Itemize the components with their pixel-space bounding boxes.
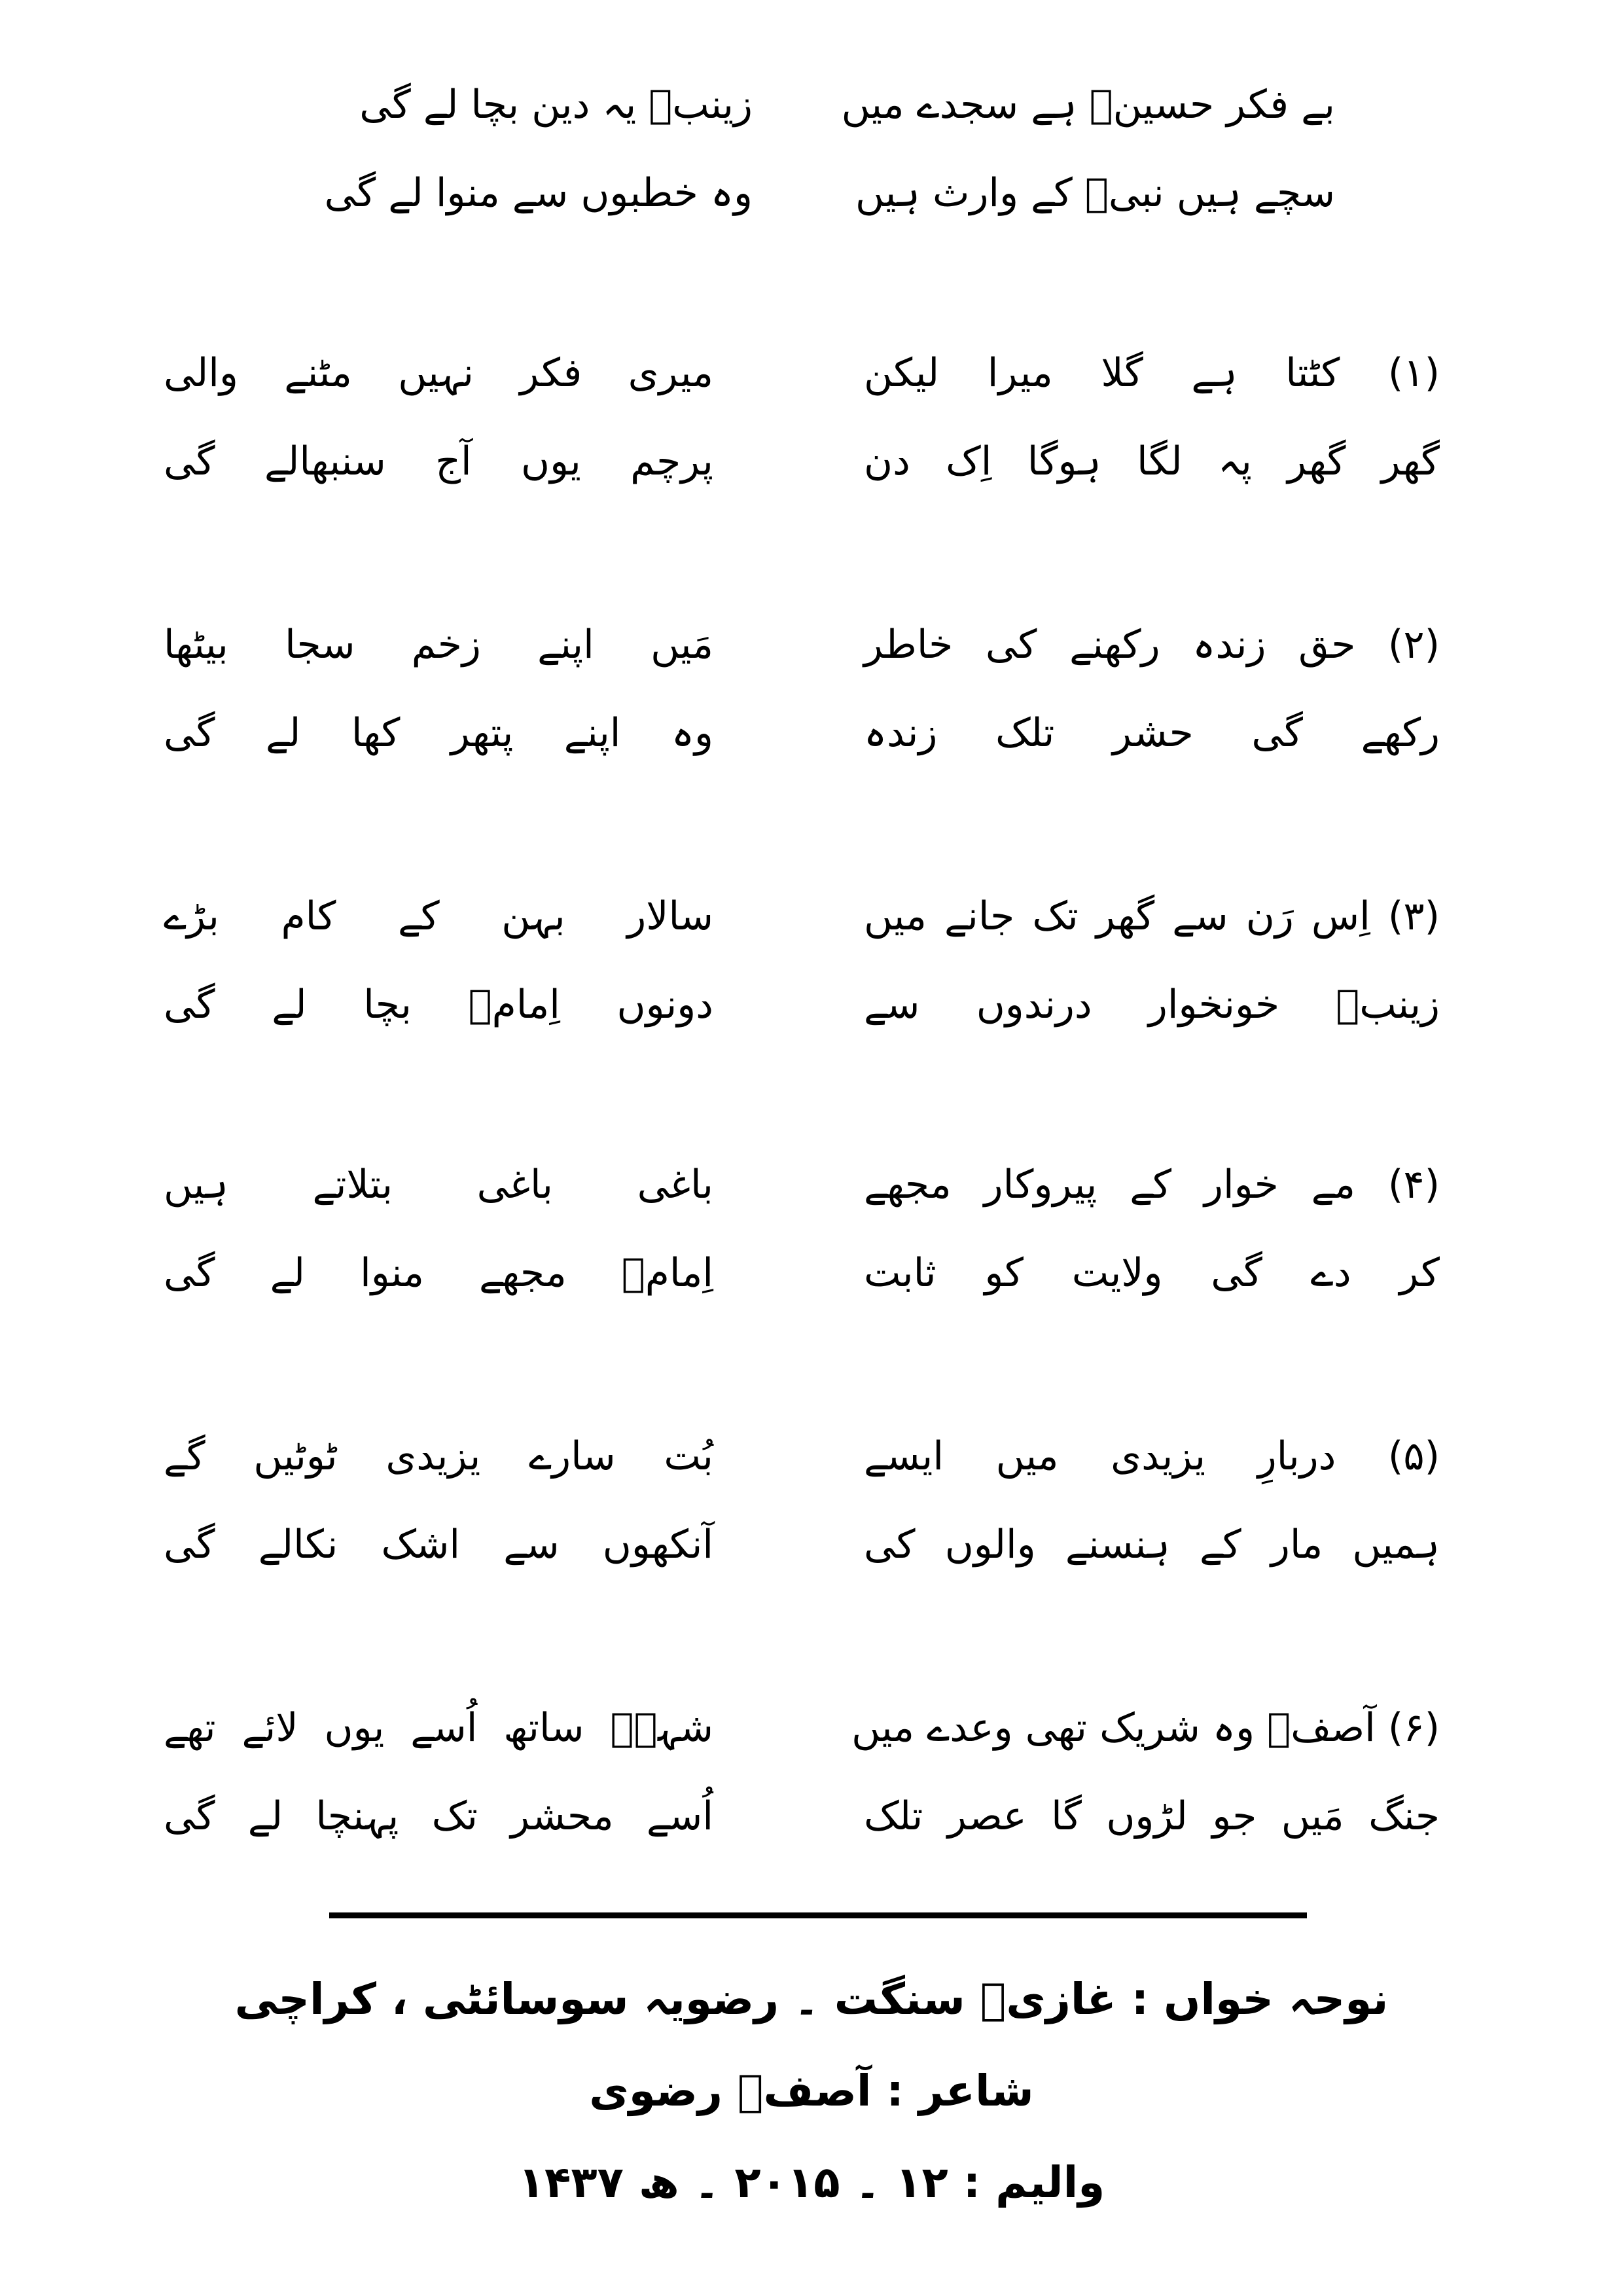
stanza-2-line-1-left: مَیں اپنے زخم سجا بیٹھا — [164, 622, 713, 668]
stanza-2-line-2-left: وہ اپنے پتھر کھا لے گی — [164, 710, 713, 756]
volume-info: والیم : ۱۲ ۔ ۲۰۱۵ ۔ ھ ۱۴۳۷ — [518, 2157, 1105, 2208]
stanza-2-line-2-right: رکھے گی حشر تلک زندہ — [864, 710, 1440, 756]
stanza-1-line-1-left: میری فکر نہیں مٹنے والی — [164, 350, 713, 396]
reciter-credit: نوحہ خواں : غازیؑ سنگت ۔ رضویہ سوسائٹی ، کراچی — [234, 1974, 1389, 2024]
stanza-6-line-2-left: اُسے محشر تک پہنچا لے گی — [164, 1793, 713, 1839]
stanza-6-line-1-left: شہہؑ ساتھ اُسے یوں لائے تھے — [164, 1705, 713, 1751]
intro-line-1-left: زینبؑ یہ دین بچا لے گی — [359, 82, 753, 128]
stanza-3-line-2-left: دونوں اِمامؑ بچا لے گی — [164, 982, 713, 1028]
stanza-4-line-1-right: (۴) مے خوار کے پیروکار مجھے — [864, 1162, 1440, 1208]
stanza-4-line-1-left: باغی باغی بتلاتے ہیں — [164, 1162, 713, 1208]
stanza-5-line-1-right: (۵) دربارِ یزیدی میں ایسے — [864, 1433, 1440, 1479]
stanza-4-line-2-left: اِمامؑ مجھے منوا لے گی — [164, 1250, 713, 1296]
stanza-5-line-2-right: ہمیں مار کے ہنسنے والوں کی — [864, 1522, 1440, 1568]
intro-line-2-right: سچے ہیں نبیؐ کے وارث ہیں — [855, 170, 1335, 216]
stanza-1-line-2-left: پرچم یوں آج سنبھالے گی — [164, 439, 713, 484]
stanza-5-line-1-left: بُت سارے یزیدی ٹوٹیں گے — [164, 1433, 713, 1479]
stanza-3-line-2-right: زینبؑ خونخوار درندوں سے — [864, 982, 1440, 1028]
stanza-6-line-1-right: (۶) آصفؔ وہ شریک تھی وعدے میں — [851, 1705, 1440, 1751]
poet-credit: شاعر : آصفؔ رضوی — [589, 2066, 1034, 2116]
stanza-5-line-2-left: آنکھوں سے اشک نکالے گی — [164, 1522, 713, 1568]
stanza-2-line-1-right: (۲) حق زندہ رکھنے کی خاطر — [864, 622, 1440, 668]
intro-line-2-left: وہ خطبوں سے منوا لے گی — [324, 170, 753, 216]
divider-rule — [329, 1912, 1307, 1918]
stanza-3-line-1-right: (۳) اِس رَن سے گھر تک جانے میں — [864, 893, 1440, 939]
stanza-6-line-2-right: جنگ مَیں جو لڑوں گا عصر تلک — [864, 1793, 1440, 1839]
stanza-1-line-1-right: (۱) کٹتا ہے گلا میرا لیکن — [864, 350, 1440, 396]
stanza-1-line-2-right: گھر گھر پہ لگا ہوگا اِک دن — [864, 439, 1440, 484]
intro-line-1-right: بے فکر حسینؑ ہے سجدے میں — [841, 82, 1335, 128]
stanza-3-line-1-left: سالار بہن کے کام بڑے — [164, 893, 713, 939]
stanza-4-line-2-right: کر دے گی ولایت کو ثابت — [864, 1250, 1440, 1296]
